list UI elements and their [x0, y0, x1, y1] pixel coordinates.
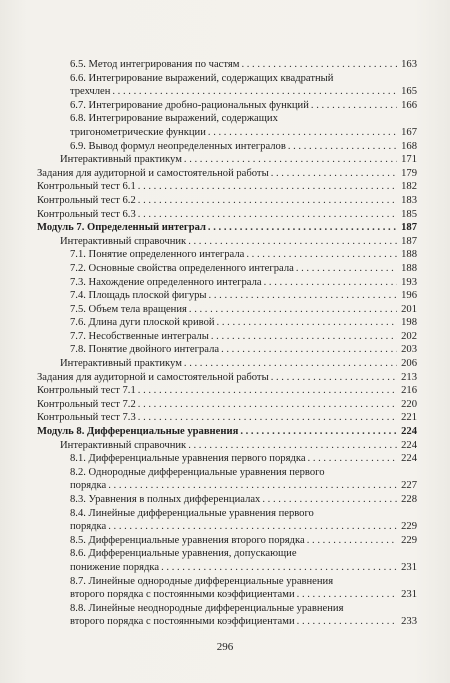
dot-leader	[184, 357, 397, 371]
toc-page-number: 187	[401, 222, 417, 234]
toc-entry	[37, 452, 417, 466]
toc-entry	[37, 208, 417, 222]
toc-page-number: 221	[401, 412, 417, 424]
toc-entry-title: 7.2. Основные свойства определенного интеграла	[70, 262, 294, 274]
toc-entry-row	[70, 262, 417, 276]
toc-entry-title: 7.6. Длина дуги плоской кривой	[70, 317, 215, 329]
toc-page-number: 216	[401, 385, 417, 397]
toc-entry-title: второго порядка с постоянными коэффициентами	[70, 589, 295, 601]
dot-leader	[184, 153, 397, 167]
toc-entry	[37, 602, 417, 629]
toc-entry-title: Контрольный тест 7.2	[37, 398, 136, 410]
toc-entry	[37, 330, 417, 344]
toc-entry	[37, 194, 417, 208]
toc-page-number: 229	[401, 534, 417, 546]
toc-entry-row	[70, 493, 417, 507]
toc-entry	[37, 180, 417, 194]
dot-leader	[271, 167, 397, 181]
toc-entry-title-line: 8.2. Однородные дифференциальные уравнения первого	[70, 466, 325, 478]
toc-entry-title: порядка	[70, 521, 107, 533]
toc-entry-title: Контрольный тест 7.1	[37, 385, 136, 397]
toc-page-number: 213	[401, 371, 417, 383]
toc-entry-row	[60, 235, 417, 249]
toc-entry-title: 7.4. Площадь плоской фигуры	[70, 290, 207, 302]
toc-entry-title: Модуль 8. Дифференциальные уравнения	[37, 426, 239, 438]
toc-entry-title: 7.8. Понятие двойного интеграла	[70, 344, 220, 356]
dot-leader	[221, 343, 397, 357]
dot-leader	[112, 85, 397, 99]
dot-leader	[161, 561, 397, 575]
toc-entry	[37, 575, 417, 602]
dot-leader	[311, 99, 397, 113]
dot-leader	[264, 276, 397, 290]
toc-page-number: 163	[401, 59, 417, 70]
toc-entry-row	[37, 398, 417, 412]
toc-entry-title: 7.3. Нахождение определенного интеграла	[70, 276, 262, 288]
dot-leader	[217, 316, 397, 330]
toc-page-number: 179	[401, 167, 417, 179]
toc-entry	[37, 167, 417, 181]
toc-entry-title: Задания для аудиторной и самостоятельной работы	[37, 371, 269, 383]
toc-page-number: 198	[401, 317, 417, 329]
toc-entry-row	[70, 248, 417, 262]
toc-entry-row	[60, 439, 417, 453]
toc-entry-row	[70, 452, 417, 466]
toc-entry-row	[70, 126, 417, 140]
toc-entry-row	[37, 167, 417, 181]
toc-entry-title: 7.7. Несобственные интегралы	[70, 330, 209, 342]
toc-entry-row	[37, 180, 417, 194]
toc-page-number: 165	[401, 86, 417, 98]
dot-leader	[271, 371, 397, 385]
toc-entry	[37, 398, 417, 412]
toc-entry-row	[70, 561, 417, 575]
toc-page-number: 206	[401, 358, 417, 370]
toc-entry-row	[37, 208, 417, 222]
toc-entry-title: 8.5. Дифференциальные уравнения второго порядка	[70, 534, 305, 546]
toc-entry-row	[70, 316, 417, 330]
toc-page-number: 188	[401, 262, 417, 274]
toc-entry	[37, 58, 417, 72]
toc-page-number: 224	[401, 453, 417, 465]
toc-module-heading	[37, 425, 417, 439]
toc-entry	[37, 384, 417, 398]
toc-entry-title: Контрольный тест 6.2	[37, 194, 136, 206]
toc-page-number: 171	[401, 154, 417, 166]
toc-entry-title: 6.7. Интегрирование дробно-рациональных функций	[70, 99, 309, 111]
toc-entry-row	[37, 194, 417, 208]
toc-entry	[37, 276, 417, 290]
toc-page-number: 183	[401, 194, 417, 206]
toc-entry-row	[37, 425, 417, 439]
dot-leader	[208, 221, 397, 235]
toc-entry-title: Интерактивный практикум	[60, 358, 182, 370]
toc-entry-row	[70, 534, 417, 548]
toc-entry	[37, 316, 417, 330]
toc-page-number: 224	[401, 439, 417, 451]
toc-entry-row	[70, 140, 417, 154]
toc-page-number: 203	[401, 344, 417, 356]
toc-page-number: 182	[401, 181, 417, 193]
dot-leader	[240, 425, 397, 439]
dot-leader	[208, 126, 397, 140]
toc-entry	[37, 357, 417, 371]
toc-entry	[37, 153, 417, 167]
toc-entry-title-line: 8.6. Дифференциальные уравнения, допускающие	[70, 548, 297, 560]
toc-entry-title: Интерактивный справочник	[60, 235, 187, 247]
toc-entry-row	[70, 588, 417, 602]
toc-entry-title: Задания для аудиторной и самостоятельной работы	[37, 167, 269, 179]
toc-page-number: 231	[401, 561, 417, 573]
toc-page-number: 224	[401, 426, 417, 438]
dot-leader	[138, 180, 397, 194]
toc-entry-title-line: 6.8. Интегрирование выражений, содержащих	[70, 113, 278, 125]
toc-page-number: 193	[401, 276, 417, 288]
toc-entry-row	[37, 384, 417, 398]
dot-leader	[138, 398, 397, 412]
toc-entry-title: 6.9. Вывод формул неопределенных интегралов	[70, 140, 286, 152]
toc-entry	[37, 112, 417, 139]
dot-leader	[297, 615, 397, 629]
toc-entry-title: Интерактивный практикум	[60, 154, 182, 166]
toc-entry	[37, 439, 417, 453]
toc-page-number: 231	[401, 589, 417, 601]
toc-page-number: 185	[401, 208, 417, 220]
dot-leader	[188, 439, 397, 453]
toc-entry-title: второго порядка с постоянными коэффициентами	[70, 616, 295, 628]
toc-page-number: 202	[401, 330, 417, 342]
toc-page-number: 227	[401, 480, 417, 492]
toc-page-number: 233	[401, 616, 417, 628]
dot-leader	[288, 140, 397, 154]
dot-leader	[108, 520, 397, 534]
toc-module-heading	[37, 221, 417, 235]
toc-entry-title: Интерактивный справочник	[60, 439, 187, 451]
toc-page-number: 228	[401, 494, 417, 505]
toc-entry	[37, 289, 417, 303]
toc-entry-row	[70, 58, 417, 72]
dot-leader	[138, 194, 397, 208]
toc-entry	[37, 343, 417, 357]
toc-entry-row	[60, 357, 417, 371]
toc-entry	[37, 466, 417, 493]
toc-page-number: 188	[401, 249, 417, 261]
toc-entry-row	[70, 520, 417, 534]
toc-entry-title: тригонометрические функции	[70, 126, 206, 138]
toc-entry-title: Контрольный тест 6.3	[37, 208, 136, 220]
dot-leader	[211, 330, 397, 344]
toc-entry-row	[70, 303, 417, 317]
dot-leader	[246, 248, 397, 262]
dot-leader	[262, 493, 397, 507]
dot-leader	[189, 303, 397, 317]
toc-entry-row	[70, 343, 417, 357]
toc-entry-row	[70, 85, 417, 99]
dot-leader	[108, 479, 397, 493]
toc-page-number: 168	[401, 140, 417, 152]
toc-entry	[37, 140, 417, 154]
dot-leader	[138, 208, 397, 222]
dot-leader	[296, 262, 397, 276]
toc-entry	[37, 547, 417, 574]
toc-entry	[37, 303, 417, 317]
dot-leader	[138, 384, 397, 398]
page-number: 296	[216, 641, 234, 653]
toc-entry-title-line: 6.6. Интегрирование выражений, содержащих квадратный	[70, 72, 334, 84]
dot-leader	[209, 289, 397, 303]
toc-entry-title: трехчлен	[70, 86, 111, 98]
toc-entry-row	[70, 99, 417, 113]
toc-entry-row	[37, 411, 417, 425]
toc-entry-title: понижение порядка	[70, 561, 160, 573]
toc-entry-title: 7.5. Объем тела вращения	[70, 303, 187, 315]
toc-entry	[37, 371, 417, 385]
toc-entry-title: Модуль 7. Определенный интеграл	[37, 222, 206, 234]
toc-entry	[37, 262, 417, 276]
toc-entry	[37, 248, 417, 262]
toc-page-number: 229	[401, 521, 417, 533]
toc-entry-title: 6.5. Метод интегрирования по частям	[70, 59, 240, 70]
toc-entry-title-line: 8.8. Линейные неоднородные дифференциальные уравнения	[70, 602, 344, 614]
toc-entry-title-line: 8.7. Линейные однородные дифференциальные уравнения	[70, 575, 334, 587]
toc-entry-row	[70, 479, 417, 493]
toc-page-number: 167	[401, 126, 417, 138]
toc-page-number: 201	[401, 303, 417, 315]
dot-leader	[297, 588, 397, 602]
toc-entry-row	[37, 371, 417, 385]
toc-page-number: 196	[401, 290, 417, 302]
toc-page-number: 166	[401, 99, 417, 111]
toc-entry-row	[70, 289, 417, 303]
table-of-contents	[37, 58, 417, 629]
toc-entry-title: Контрольный тест 7.3	[37, 412, 136, 424]
dot-leader	[188, 235, 397, 249]
toc-entry-title: порядка	[70, 480, 107, 492]
toc-entry	[37, 534, 417, 548]
toc-entry-row	[70, 330, 417, 344]
toc-entry	[37, 72, 417, 99]
toc-entry-row	[70, 615, 417, 629]
toc-entry	[37, 493, 417, 507]
dot-leader	[307, 534, 397, 548]
toc-entry-title-line: 8.4. Линейные дифференциальные уравнения первого	[70, 507, 314, 519]
toc-entry	[37, 507, 417, 534]
toc-entry-title: Контрольный тест 6.1	[37, 181, 136, 193]
dot-leader	[241, 58, 397, 72]
toc-page-number: 220	[401, 398, 417, 410]
toc-entry	[37, 411, 417, 425]
toc-entry-row	[60, 153, 417, 167]
toc-entry-title: 8.1. Дифференциальные уравнения первого порядка	[70, 453, 306, 465]
toc-entry-title: 7.1. Понятие определенного интеграла	[70, 249, 245, 261]
toc-entry-title: 8.3. Уравнения в полных дифференциалах	[70, 494, 261, 505]
toc-page-number: 187	[401, 235, 417, 247]
dot-leader	[308, 452, 397, 466]
toc-entry	[37, 99, 417, 113]
dot-leader	[138, 411, 397, 425]
toc-entry-row	[70, 276, 417, 290]
toc-entry	[37, 235, 417, 249]
toc-entry-row	[37, 221, 417, 235]
